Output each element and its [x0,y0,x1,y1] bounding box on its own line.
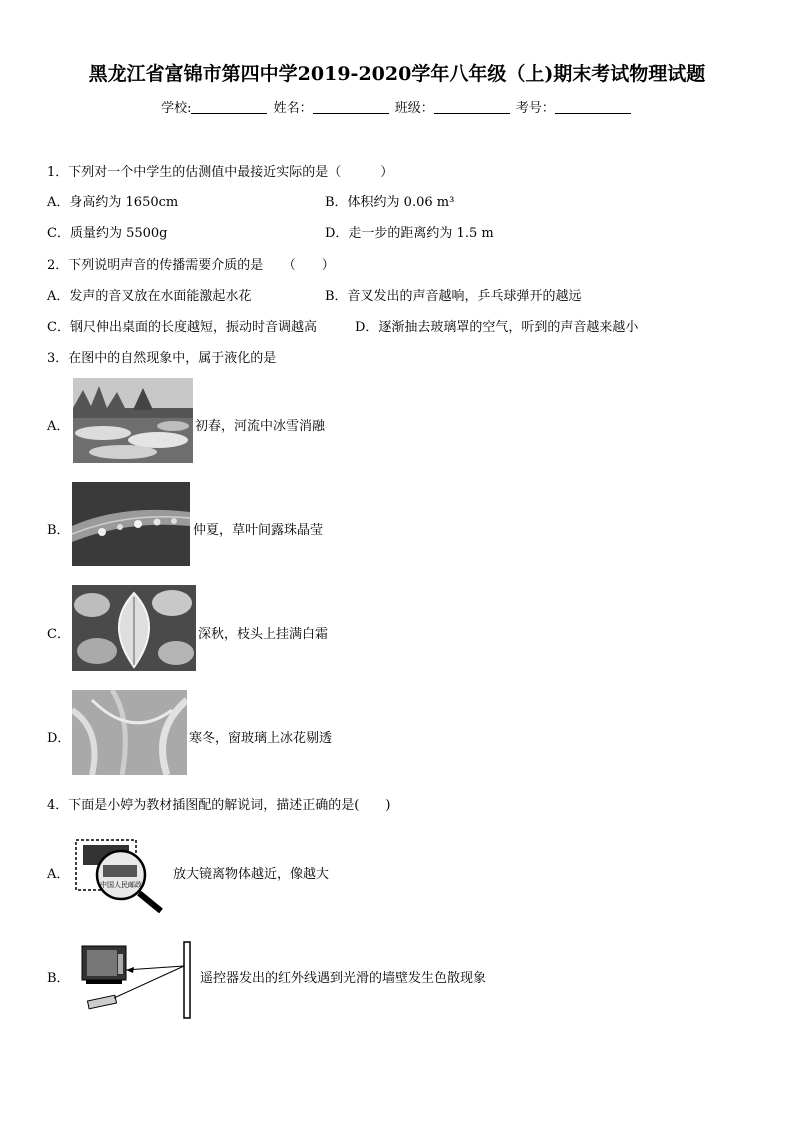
number-blank[interactable] [555,101,631,114]
number-label: 考号： [515,101,555,116]
river-ice-photo [73,378,193,463]
q2-option-d[interactable]: D．逐渐抽去玻璃罩的空气，听到的声音越来越小 [355,320,639,335]
name-label: 姓名： [273,101,313,116]
class-blank[interactable] [434,101,510,114]
q3-option-c-text: 深秋，枝头上挂满白霜 [198,627,329,642]
dew-leaf-photo [72,482,190,566]
svg-text:中国人民邮政: 中国人民邮政 [100,881,142,889]
q4-option-b-label[interactable]: B． [47,971,70,986]
q2-option-a[interactable]: A．发声的音叉放在水面能激起水花 [47,289,252,304]
q3-option-b-text: 仲夏，草叶间露珠晶莹 [193,523,324,538]
q1-stem: 1．下列对一个中学生的估测值中最接近实际的是（ ） [47,165,394,180]
q2-option-c[interactable]: C．钢尺伸出桌面的长度越短，振动时音调越高 [47,320,317,335]
ice-flower-window-photo [72,690,187,775]
q1-option-d[interactable]: D．走一步的距离约为 1.5 m [325,226,494,241]
q2-stem: 2．下列说明声音的传播需要介质的是 （ ） [47,258,335,273]
student-info-line [0,97,794,116]
magnifier-stamp-figure [73,835,168,915]
q4-option-a-text: 放大镜离物体越近，像越大 [173,867,330,882]
class-label: 班级： [394,101,434,116]
q1-option-b[interactable]: B．体积约为 0.06 m³ [325,195,455,210]
q3-option-d-label[interactable]: D． [47,731,71,746]
school-label: 学校: [161,101,192,116]
name-blank[interactable] [313,101,389,114]
q3-option-c-label[interactable]: C． [47,627,70,642]
q3-option-b-label[interactable]: B． [47,523,70,538]
q3-option-a-label[interactable]: A． [47,419,70,434]
q3-option-a-text: 初春，河流中冰雪消融 [195,419,326,434]
tv-remote-wall-figure [80,940,195,1020]
frost-leaves-photo [72,585,196,671]
q2-option-b[interactable]: B．音叉发出的声音越响，乒乓球弹开的越远 [325,289,582,304]
q4-option-b-text: 遥控器发出的红外线遇到光滑的墙壁发生色散现象 [200,971,487,986]
q4-option-a-label[interactable]: A． [47,867,70,882]
q3-option-d-text: 寒冬，窗玻璃上冰花剔透 [189,731,333,746]
q1-option-c[interactable]: C．质量约为 5500g [47,226,168,241]
page-title: 黑龙江省富锦市第四中学2019-2020学年八年级（上)期末考试物理试题 [88,63,706,85]
q1-option-a[interactable]: A．身高约为 1650cm [47,195,179,210]
q3-stem: 3．在图中的自然现象中，属于液化的是 [47,351,277,366]
school-blank[interactable] [191,101,267,114]
q4-stem: 4．下面是小婷为教材插图配的解说词，描述正确的是( ) [47,798,391,813]
